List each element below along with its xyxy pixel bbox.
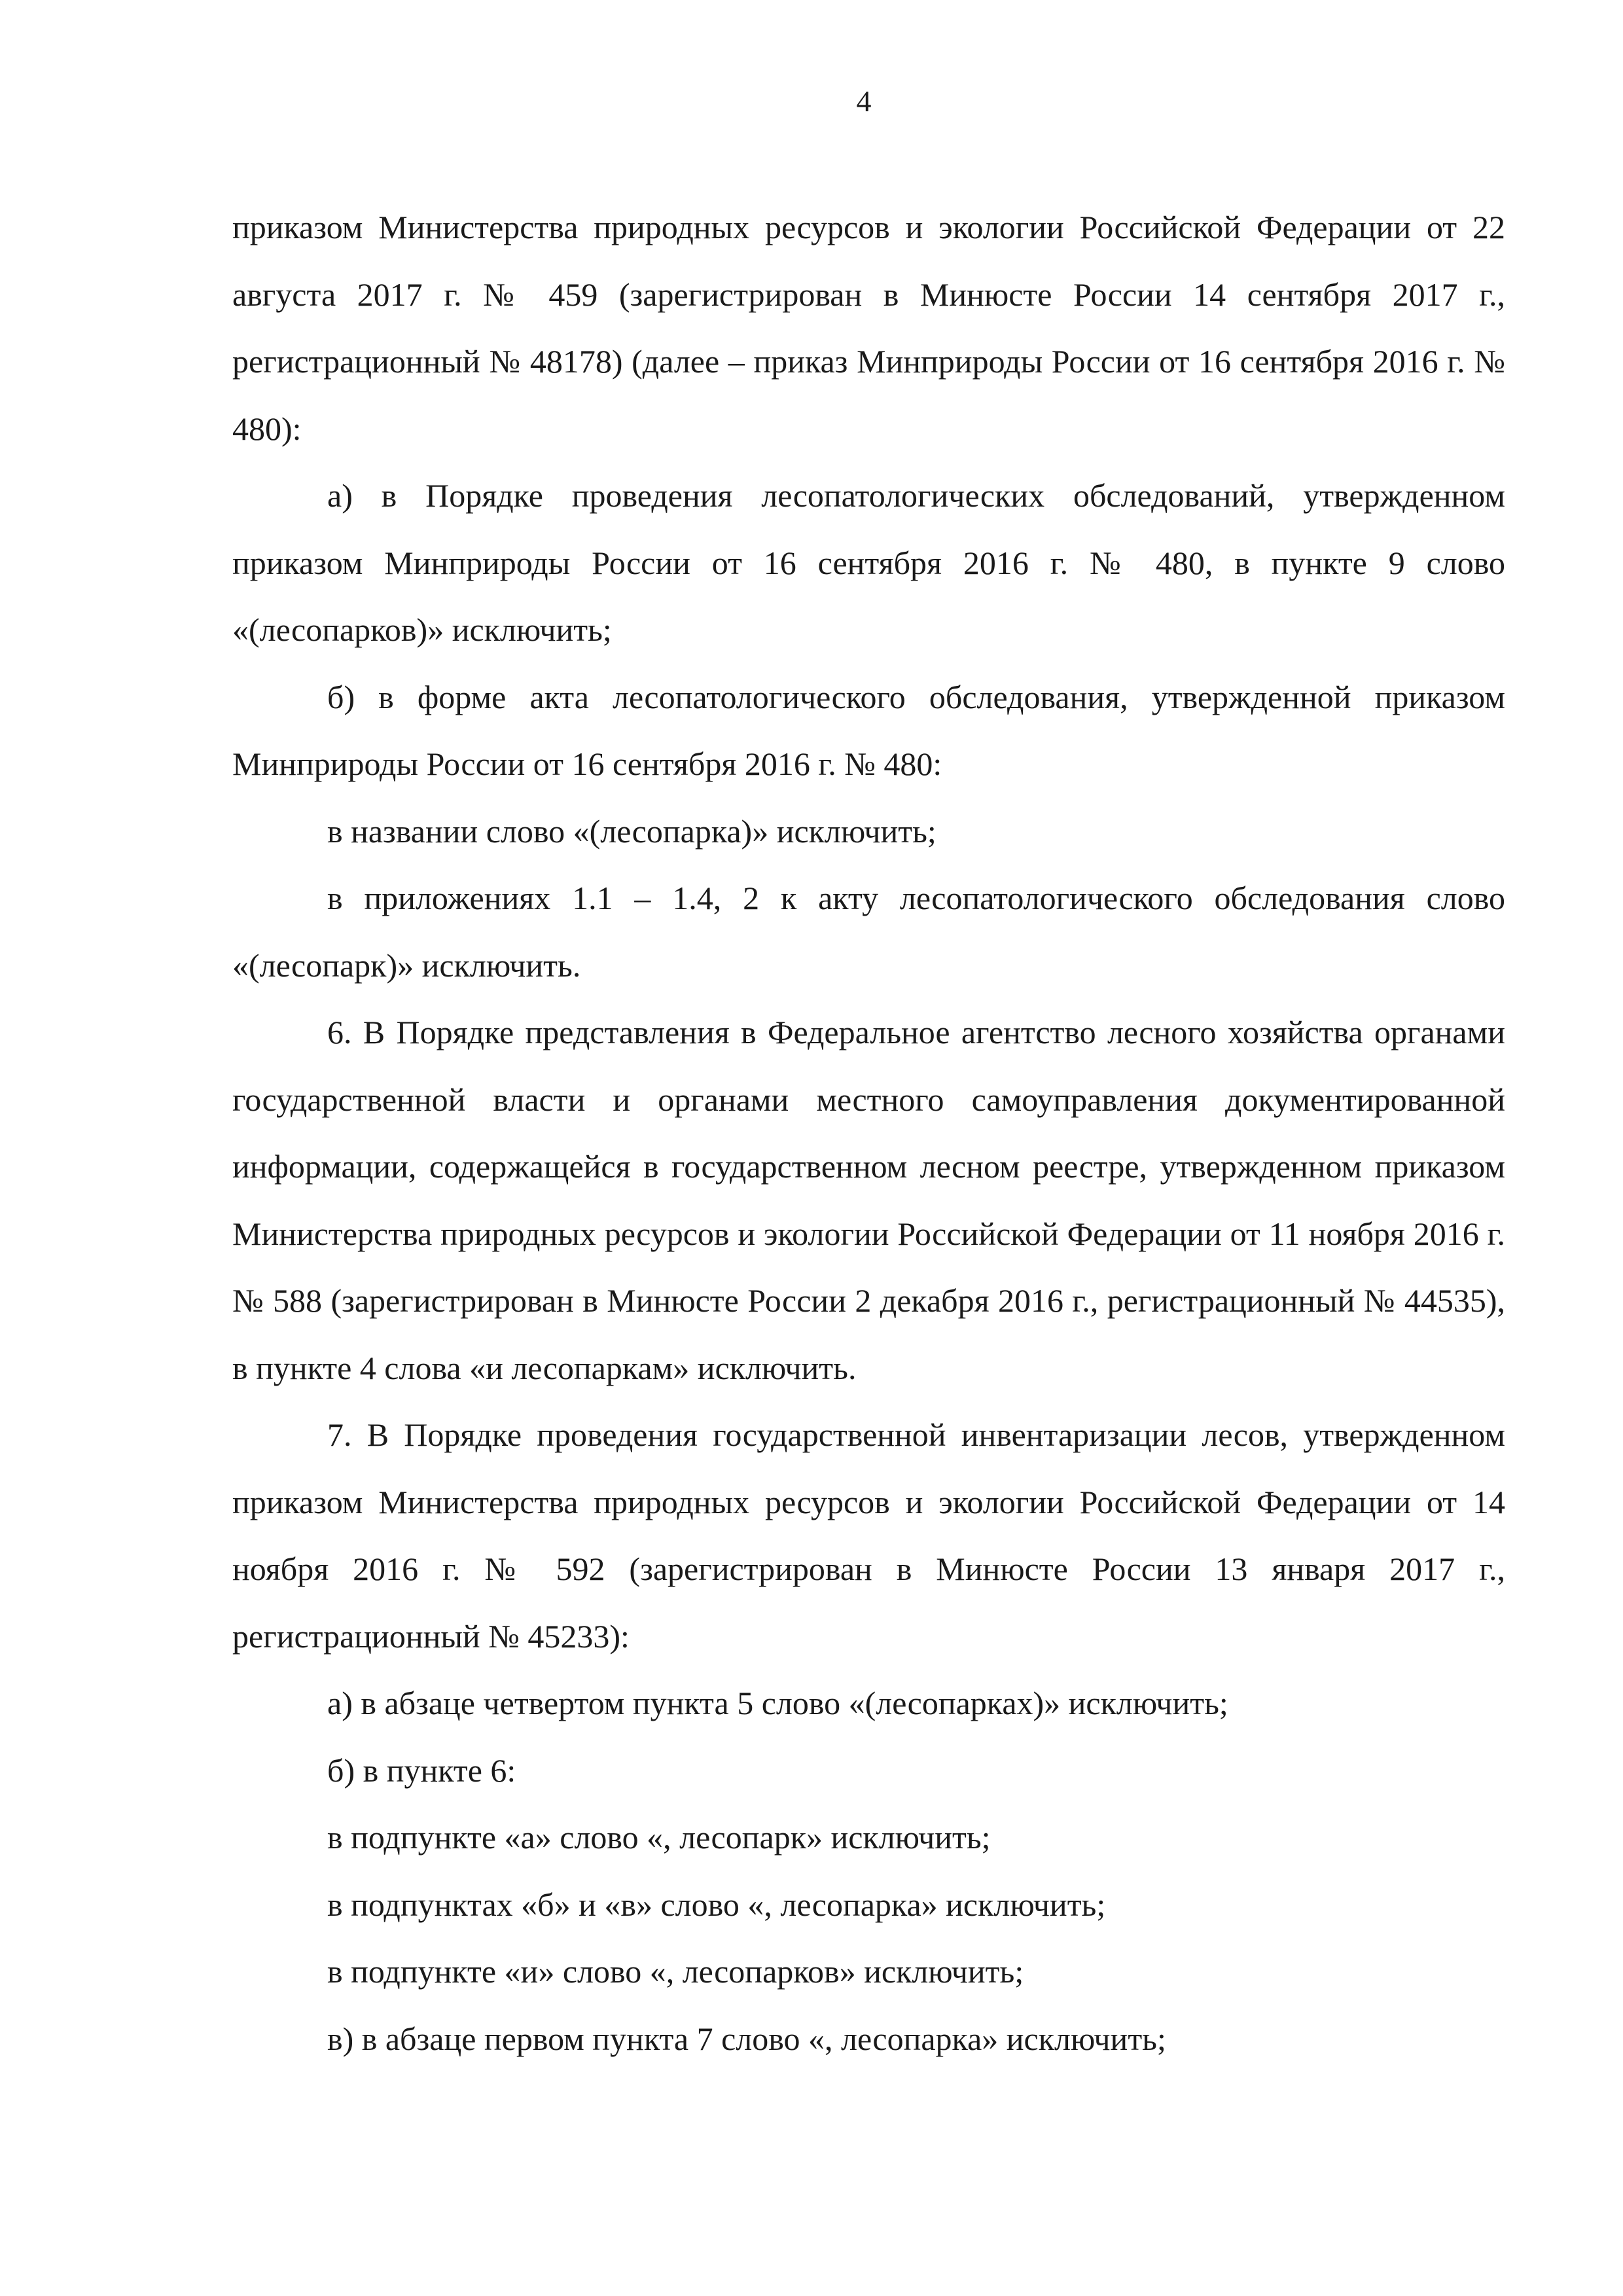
paragraph-subitems-b-v: в подпунктах «б» и «в» слово «, лесопарка» исключить; [327,1886,1106,1923]
paragraph-item-a: а) в Порядке проведения лесопатологических обследований, утвержденном приказом Минприроды России от 16 сентября 2016 г. № 480, в пункте 9 слово «(лесопарков)» исключить; [232,477,1505,648]
paragraph-item-b: б) в форме акта лесопатологического обследования, утвержденной приказом Минприроды России от 16 сентября 2016 г. № 480: [232,678,1505,782]
page-number: 4 [856,84,872,118]
paragraph-subitem-i: в подпункте «и» слово «, лесопарков» исключить; [327,1953,1024,1990]
paragraph-continuation: приказом Министерства природных ресурсов и экологии Российской Федерации от 22 августа 2017 г. № 459 (зарегистрирован в Минюсте России 14 сентября 2017 г., регистрационный № 48178) (далее – приказ Минприроды России от 16 сентября 2016 г. № 480): [232,209,1505,447]
paragraph-7-item-b: б) в пункте 6: [327,1751,516,1789]
paragraph-subitem-a: в подпункте «а» слово «, лесопарк» исключить; [327,1819,991,1856]
paragraph-7-item-a: а) в абзаце четвертом пункта 5 слово «(лесопарках)» исключить; [327,1685,1228,1721]
paragraph-7-item-v: в) в абзаце первом пункта 7 слово «, лесопарка» исключить; [327,2020,1166,2057]
paragraph-point-6: 6. В Порядке представления в Федеральное агентство лесного хозяйства органами государственной власти и органами местного самоуправления документированной информации, содержащейся в государственном лесном реестре, утвержденном приказом Министерства природных ресурсов и экологии Российской Федерации от 11 ноября 2016 г. № 588 (зарегистрирован в Минюсте России 2 декабря 2016 г., регистрационный № 44535), в пункте 4 слова «и лесопаркам» исключить. [232,1014,1505,1386]
paragraph-appendix-clause: в приложениях 1.1 – 1.4, 2 к акту лесопатологического обследования слово «(лесопарк)» исключить. [232,880,1505,984]
document-body [232,194,1505,2072]
paragraph-point-7: 7. В Порядке проведения государственной инвентаризации лесов, утвержденном приказом Министерства природных ресурсов и экологии Российской Федерации от 14 ноября 2016 г. № 592 (зарегистрирован в Минюсте России 13 января 2017 г., регистрационный № 45233): [232,1416,1505,1655]
paragraph-name-clause: в названии слово «(лесопарка)» исключить; [327,812,936,850]
